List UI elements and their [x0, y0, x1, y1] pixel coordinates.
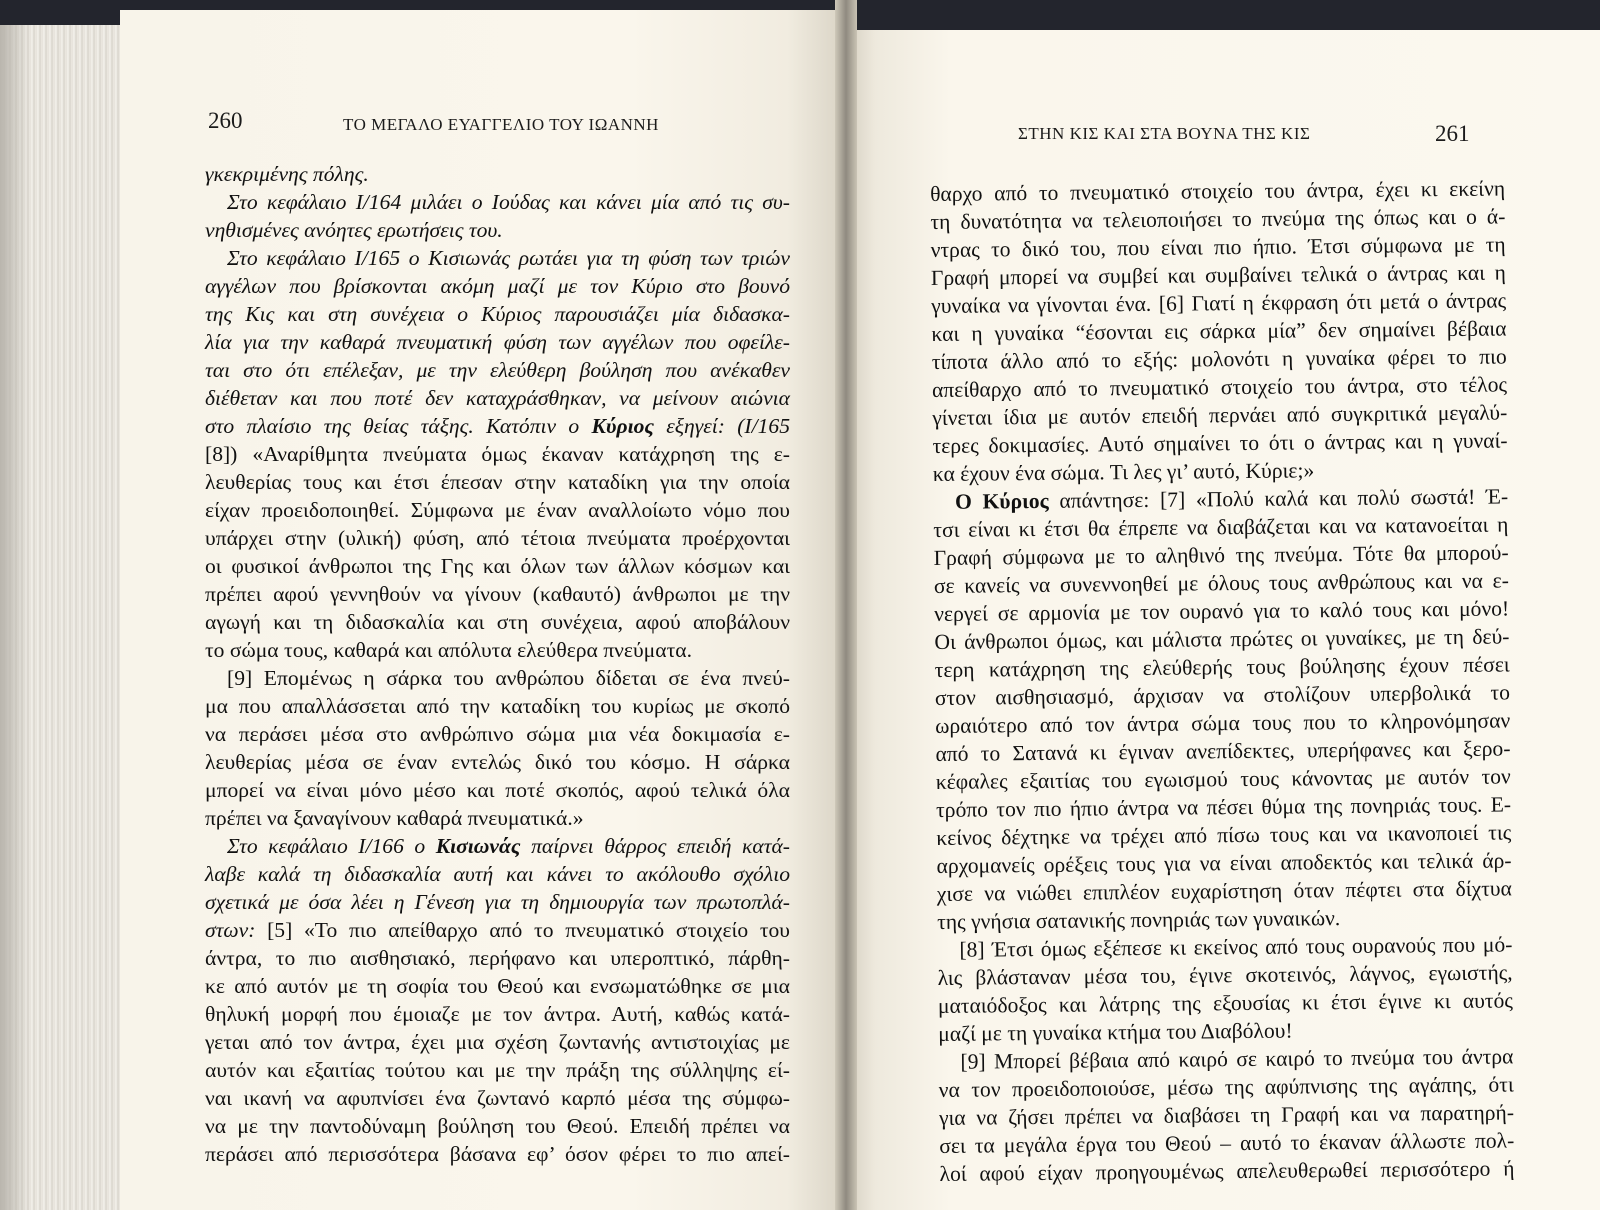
text-line: γίνεται ίδια με αυτόν επειδή περνάει από συγκριτικά μεγαλύ- [932, 400, 1508, 430]
text-line: νηθισμένες ανόητες ερωτήσεις του. [205, 218, 503, 242]
text-line: θαρχο από το πνευματικό στοιχείο του άντρα, έχει κι εκείνη [930, 176, 1506, 206]
text-line: πρέπει να ξαναγίνουν καθαρά πνευματικά.» [205, 806, 584, 830]
text-line: Γραφή μπορεί να συμβεί και συμβαίνει τελικά ο άντρας και η [930, 260, 1507, 290]
text-line: ωραιότερο από τον άντρα σώμα τους που το κληρονόμησαν [935, 708, 1511, 738]
right-body-text [930, 174, 1515, 1187]
text-line: τσι είναι κι έτσι θα έπρεπε να διαβάζεται και να κατανοείται η [933, 512, 1509, 542]
text-line: Γραφή σύμφωνα με το αληθινό της πνεύμα. Τότε θα μπορού- [933, 540, 1509, 570]
text-line: μα που απαλλάσσεται από την καταδίκη του κυρίως με σκοπό [205, 694, 790, 718]
text-line: λις βλάσταναν μέσα του, έγινε σκοτεινός, λάγνος, εγωιστής, [937, 960, 1513, 990]
text-line: υπάρχει στην (υλική) φύση, από τέτοια πνεύματα προέρχονται [205, 526, 790, 550]
text-line: λευθερίας μέσα σε έναν εντελώς δικό του κόσμο. Η σάρκα [205, 750, 790, 774]
text-line: κε από αυτόν με τη σοφία του Θεού και ενσωματώθηκε σε μια [205, 974, 790, 998]
text-line: ται στο ότι επέλεξαν, με την ελεύθερη βούληση που ανέκαθεν [205, 358, 790, 382]
text-line: ντρας το δικό του, που είναι πιο ήπιο. Έτσι σύμφωνα με τη [930, 232, 1506, 262]
text-line: απείθαρχο από το πνευματικό στοιχείο του άντρα, στο τέλος [931, 372, 1508, 402]
text-line: τίποτα άλλο από το εξής: μολονότι η γυναίκα φέρει το πιο [931, 344, 1507, 374]
text-line: σε κανείς να συνεννοηθεί με όλους τους ανθρώπους και να ε- [933, 568, 1509, 598]
text-line-mixed [205, 832, 790, 860]
text-line: στον αισθησιασμό, άρχισαν να στολίζουν υπερβολικά το [934, 680, 1511, 710]
left-running-head: ΤΟ ΜΕΓΑΛΟ ΕΥΑΓΓΕΛΙΟ ΤΟΥ ΙΩΑΝΝΗ [343, 115, 659, 134]
text-line: είχαν προειδοποιηθεί. Σύμφωνα με έναν αναλλοίωτο νόμο που [205, 498, 790, 522]
text-line: και η γυναίκα “έσονται εις σάρκα μία” δεν σημαίνει βέβαια [931, 316, 1507, 346]
text-line: περάσει από περισσότερα βάσανα εφ’ όσον φέρει το πιο απεί- [205, 1142, 790, 1166]
text-line: τερη κατάχρηση της ελεύθερής τους βούλησης έχουν πέσει [934, 652, 1510, 682]
text-line: νεργεί σε αρμονία με τον ουρανό για το καλό τους και μόνο! [934, 596, 1510, 626]
left-page-number: 260 [208, 108, 243, 133]
text-run: εξηγεί: (Ι/165 [654, 414, 790, 438]
text-line: χισε να νιώθει επιπλέον ευχαρίστηση όταν πέφτει στα δίχτυα [936, 876, 1512, 906]
text-line: λία για την καθαρά πνευματική φύση των αγγέλων που οφείλε- [205, 330, 790, 354]
text-line: λοί αφού είχαν προηγουμένως απελευθερωθεί περισσότερο ή [939, 1156, 1515, 1186]
text-line: αυτόν και εξαιτίας τούτου και με την πράξη της σύλληψης εί- [205, 1058, 790, 1082]
text-run: [5] «Το πιο απείθαρχο από το πνευματικό στοιχείο του [255, 918, 790, 942]
page-edges-shadow [0, 25, 30, 1210]
text-run: Στο κεφάλαιο Ι/166 ο [227, 834, 436, 858]
text-line: Στο κεφάλαιο Ι/165 ο Κισιωνάς ρωτάει για τη φύση των τριών [227, 246, 790, 270]
text-line: Οι άνθρωποι όμως, και μάλιστα πρώτες οι γυναίκες, με τη δεύ- [934, 624, 1510, 654]
text-line: το σώμα τους, καθαρά και απόλυτα ελεύθερα πνεύματα. [205, 638, 692, 662]
text-line: ματαιόδοξος και λάτρης της εξουσίας κι έτσι έγινε κι αυτός [937, 988, 1514, 1018]
text-line: σει τα μεγάλα έργα του Θεού – αυτό το έκαναν άλλωστε πολ- [939, 1128, 1515, 1158]
text-line: τρόπο τον πιο ήπιο άντρα να πέσει θύμα της πονηριάς τους. Ε- [935, 792, 1512, 822]
text-line: ναι ικανή να αφυπνίσει ένα ζωντανό καρπό μέσα της σύμφω- [205, 1086, 790, 1110]
right-running-head: ΣΤΗΝ ΚΙΣ ΚΑΙ ΣΤΑ ΒΟΥΝΑ ΤΗΣ ΚΙΣ [1018, 124, 1311, 143]
speaker-name: Ο Κύριος [954, 488, 1049, 514]
text-line: άντρα, το πιο αισθησιακό, περήφανο και υπεροπτικό, πάρθη- [205, 946, 790, 970]
speaker-name: Κισιωνάς [435, 834, 521, 858]
text-run: απάντησε: [7] «Πολύ καλά και πολύ σωστά! Έ- [1048, 484, 1509, 513]
text-line: να τον προειδοποιούσε, μέσω της αφύπνισης της αγάπης, ότι [938, 1072, 1514, 1102]
text-line: [8] Έτσι όμως εξέπεσε κι εκείνος από τους ουρανούς που μό- [959, 932, 1513, 962]
text-line: της γνήσια σατανικής πονηριάς των γυναικών. [937, 906, 1341, 934]
text-line: μαζί με τη γυναίκα κτήμα του Διαβόλου! [938, 1018, 1293, 1046]
text-line: τη δυνατότητα να τελειοποιήσει το πνεύμα της όπως και ο ά- [930, 204, 1506, 234]
text-line: λευθερίας τους και έτσι έπεσαν στην καταδίκη για την οποία [205, 470, 790, 494]
text-line: αρχομανείς ορέξεις τους για να είναι αποδεκτός και τελικά άρ- [936, 848, 1512, 878]
text-line: κέφαλες εξαιτίας του εγωισμού τους κάνοντας με αυτόν τον [935, 764, 1511, 794]
text-line: διέθεταν και που ποτέ δεν καταχράσθηκαν, να μείνουν αιώνια [205, 386, 790, 410]
text-line: γκεκριμένης πόλης. [205, 162, 369, 186]
speaker-name: Κύριος [591, 414, 654, 438]
text-line: από το Σατανά κι έγιναν ανεπίδεκτες, υπερήφανες και ξερο- [935, 736, 1511, 766]
text-run: στων: [205, 918, 256, 942]
text-line: σχετικά με όσα λέει η Γένεση για τη δημιουργία των πρωτοπλά- [205, 890, 790, 914]
text-line: [9] Μπορεί βέβαια από καιρό σε καιρό το πνεύμα του άντρα [960, 1044, 1514, 1074]
right-page-number: 261 [1435, 121, 1470, 146]
text-line: αγγέλων που βρίσκονται ακόμη μαζί με τον Κύριο στο βουνό [205, 274, 790, 298]
text-line: της Κις και στη συνέχεια ο Κύριος παρουσιάζει μία διδασκα- [205, 302, 790, 326]
book-gutter [835, 0, 857, 1210]
text-line: αγωγή και τη διδασκαλία και στη συνέχεια, αφού αποβάλουν [205, 610, 790, 634]
text-line: γεται από τον άντρα, έχει μια σχέση ζωντανής αντιστοιχίας με [205, 1030, 790, 1054]
text-line: να με την παντοδύναμη βούληση του Θεού. Επειδή πρέπει να [205, 1114, 790, 1138]
text-line: να περάσει μέσα στο ανθρώπινο σώμα μια νέα δοκιμασία ε- [205, 722, 790, 746]
text-line: κα έχουν ένα σώμα. Τι λες γι’ αυτό, Κύριε;» [932, 458, 1315, 486]
text-line: [9] Επομένως η σάρκα του ανθρώπου δίδεται σε ένα πνεύ- [227, 666, 790, 690]
text-line: [8]) «Αναρίθμητα πνεύματα όμως έκαναν κατάχρηση της ε- [205, 442, 790, 466]
text-line-mixed [205, 916, 790, 944]
text-line: μπορεί να είναι μόνο μέσο και ποτέ σκοπός, αφού τελικά όλα [205, 778, 790, 802]
text-line: θηλυκή μορφή που έμοιαζε με τον άντρα. Αυτή, καθώς κατά- [205, 1002, 790, 1026]
text-line: κείνος δέχτηκε να τρέχει από πίσω τους και να ικανοποιεί τις [936, 820, 1512, 850]
text-line: οι φυσικοί άνθρωποι της Γης και όλων των άλλων κόσμων και [205, 554, 790, 578]
text-line: Στο κεφάλαιο Ι/164 μιλάει ο Ιούδας και κάνει μία από τις συ- [227, 190, 790, 214]
text-line: τερες δοκιμασίες. Αυτό σημαίνει το ότι ο άντρας και η γυναί- [932, 428, 1508, 458]
text-line: γυναίκα να γίνονται ένα. [6] Γιατί η έκφραση ότι μετά ο άντρας [931, 288, 1507, 318]
left-body-text [205, 160, 790, 1168]
text-line-mixed [205, 412, 790, 440]
text-run: παίρνει θάρρος επειδή κατά- [520, 834, 790, 858]
text-line: λαβε καλά τη διδασκαλία αυτή και κάνει το ακόλουθο σχόλιο [205, 862, 790, 886]
text-line: για να ζήσει πρέπει να διαβάσει τη Γραφή και να παρατηρή- [938, 1100, 1515, 1130]
text-run: στο πλαίσιο της θείας τάξης. Κατόπιν ο [205, 414, 592, 438]
text-line: πρέπει αφού γεννηθούν να γίνουν (καθαυτό) άνθρωποι με την [205, 582, 790, 606]
